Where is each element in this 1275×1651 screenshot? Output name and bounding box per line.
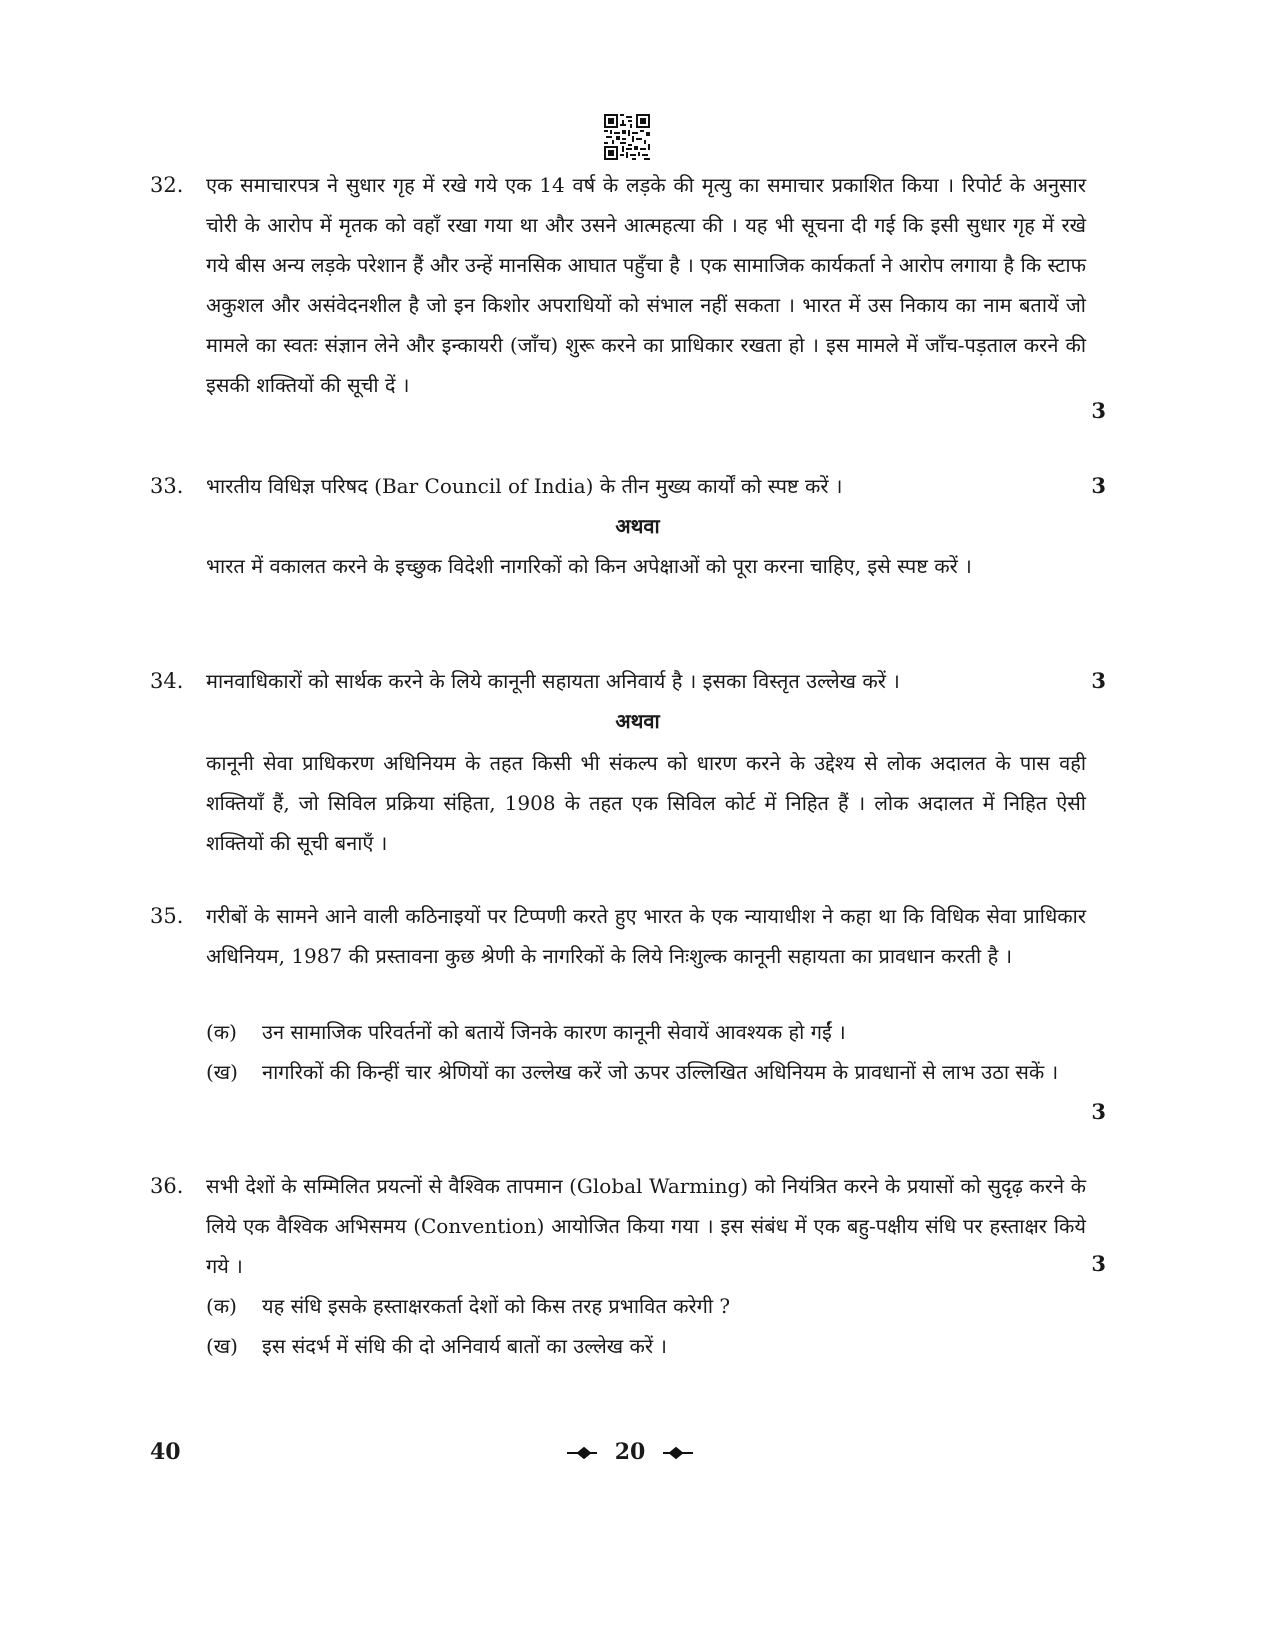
question-text: सभी देशों के सम्मिलित प्रयत्नों से वैश्विक तापमान (Global Warming) को नियंत्रित करने के प्रयासों को सुदृढ़ करने के लिये एक वैश्विक अभिसमय (Convention) आयोजित किया गया । इस संबंध में एक बहु-पक्षीय संधि पर हस्ताक्षर किये गये ।: [206, 1174, 1086, 1278]
question-number: 34.: [150, 669, 184, 693]
question-marks: 3: [1091, 668, 1106, 693]
or-label: अथवा: [615, 514, 660, 538]
question-text: भारतीय विधिज्ञ परिषद (Bar Council of India) के तीन मुख्य कार्यों को स्पष्ट करें ।: [206, 474, 843, 498]
sub-question-text: उन सामाजिक परिवर्तनों को बतायें जिनके कारण कानूनी सेवायें आवश्यक हो गईं ।: [262, 1020, 846, 1044]
alternative-text: भारत में वकालत करने के इच्छुक विदेशी नागरिकों को किन अपेक्षाओं को पूरा करना चाहिए, इसे स्पष्ट करें ।: [206, 554, 972, 578]
sub-question-text: यह संधि इसके हस्ताक्षरकर्ता देशों को किस तरह प्रभावित करेगी ?: [262, 1294, 731, 1318]
question-text: एक समाचारपत्र ने सुधार गृह में रखे गये एक 14 वर्ष के लड़के की मृत्यु का समाचार प्रकाशित किया । रिपोर्ट के अनुसार चोरी के आरोप में मृतक को वहाँ रखा गया था और उसने आत्महत्या की । यह भी सूचना दी गई कि इसी सुधार गृह में रखे गये बीस अन्य लड़के परेशान हैं और उन्हें मानसिक आघात पहुँचा है । एक सामाजिक कार्यकर्ता ने आरोप लगाया है कि स्टाफ अकुशल और असंवेदनशील है जो इन किशोर अपराधियों को संभाल नहीं सकता । भारत में उस निकाय का नाम बतायें जो मामले का स्वतः संज्ञान लेने और इन्कायरी (जाँच) शुरू करने का प्राधिकार रखता हो । इस मामले में जाँच-पड़ताल करने की इसकी शक्तियों की सूची दें ।: [206, 173, 1086, 397]
page-number: 20: [614, 1439, 646, 1465]
ornament-right-icon: [663, 1446, 693, 1460]
question-number: 36.: [150, 1174, 184, 1198]
question-text: गरीबों के सामने आने वाली कठिनाइयों पर टिप्पणी करते हुए भारत के एक न्यायाधीश ने कहा था कि विधिक सेवा प्राधिकार अधिनियम, 1987 की प्रस्तावना कुछ श्रेणी के नागरिकों के लिये निःशुल्क कानूनी सहायता का प्रावधान करती है ।: [206, 904, 1086, 968]
sub-question-text: इस संदर्भ में संधि की दो अनिवार्य बातों का उल्लेख करें ।: [262, 1334, 667, 1358]
sub-question-label: (ख): [206, 1334, 238, 1358]
paper-code: 40: [150, 1439, 181, 1465]
sub-question-label: (ख): [206, 1060, 238, 1084]
question-marks: 3: [1091, 398, 1106, 423]
question-number: 35.: [150, 904, 184, 928]
question-text: मानवाधिकारों को सार्थक करने के लिये कानूनी सहायता अनिवार्य है । इसका विस्तृत उल्लेख करें ।: [206, 669, 900, 693]
question-number: 32.: [150, 173, 184, 197]
or-label: अथवा: [615, 709, 660, 733]
ornament-left-icon: [567, 1446, 597, 1460]
sub-question-label: (क): [206, 1294, 237, 1318]
qr-code-icon: [604, 114, 650, 160]
question-marks: 3: [1091, 1099, 1106, 1124]
sub-question-text: नागरिकों की किन्हीं चार श्रेणियों का उल्लेख करें जो ऊपर उल्लिखित अधिनियम के प्रावधानों से लाभ उठा सकें ।: [262, 1060, 1059, 1084]
question-marks: 3: [1091, 1251, 1106, 1276]
question-number: 33.: [150, 474, 184, 498]
page-number-footer: [540, 1437, 720, 1467]
question-marks: 3: [1091, 473, 1106, 498]
sub-question-label: (क): [206, 1020, 237, 1044]
alternative-text: कानूनी सेवा प्राधिकरण अधिनियम के तहत किसी भी संकल्प को धारण करने के उद्देश्य से लोक अदालत के पास वही शक्तियाँ हैं, जो सिविल प्रक्रिया संहिता, 1908 के तहत एक सिविल कोर्ट में निहित हैं । लोक अदालत में निहित ऐसी शक्तियों की सूची बनाएँ ।: [206, 751, 1086, 855]
